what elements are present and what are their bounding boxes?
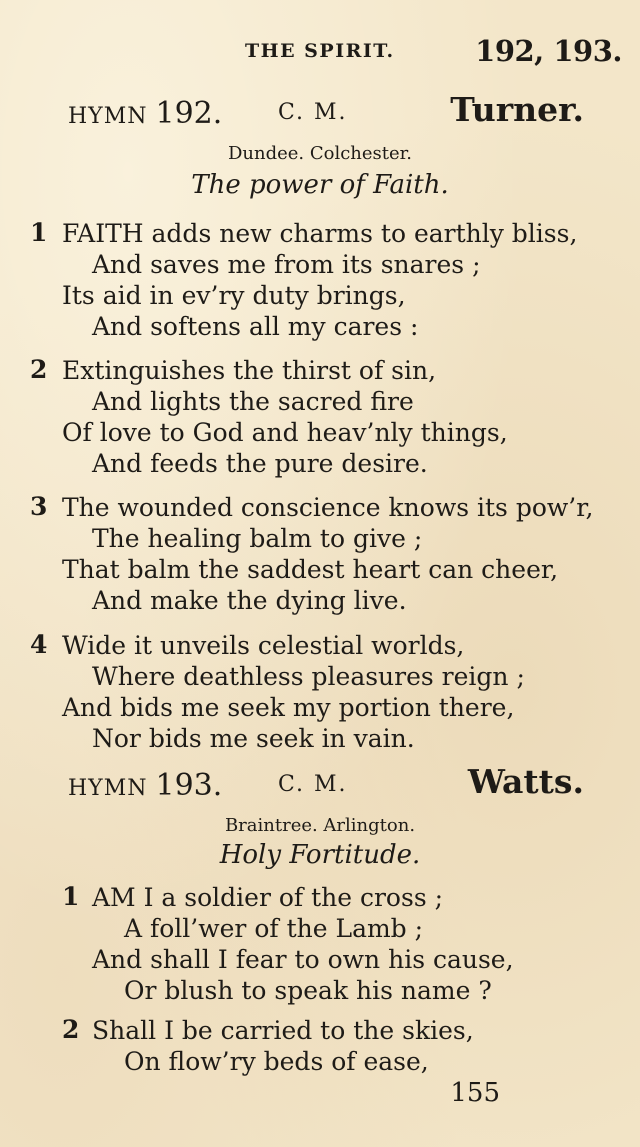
page-number: 155 bbox=[450, 1078, 500, 1108]
verse-line: Nor bids me seek in vain. bbox=[92, 724, 415, 753]
hymn-192-verse-4 bbox=[0, 630, 640, 754]
verse-line: And feeds the pure desire. bbox=[92, 449, 428, 478]
verse-line: Where deathless pleasures reign ; bbox=[92, 662, 525, 691]
running-head-hymn-numbers: 192, 193. bbox=[475, 34, 622, 68]
verse-line: Of love to God and heav’nly things, bbox=[62, 418, 508, 447]
verse-line: FAITH adds new charms to earthly bliss, bbox=[62, 219, 578, 248]
hymn-192-heading bbox=[0, 90, 640, 132]
verse-line: Shall I be carried to the skies, bbox=[92, 1016, 474, 1045]
running-head bbox=[0, 34, 640, 70]
hymn-label: HYMN 192. bbox=[68, 96, 223, 131]
verse-number: 2 bbox=[30, 355, 48, 384]
verse-line: And make the dying live. bbox=[92, 586, 407, 615]
hymn-number: 192. bbox=[155, 96, 223, 131]
hymn-192-verse-1 bbox=[0, 218, 640, 342]
hymn-label: HYMN 193. bbox=[68, 768, 223, 803]
verse-line: Wide it unveils celestial worlds, bbox=[62, 631, 465, 660]
verse-number: 4 bbox=[30, 630, 48, 659]
hymn-192-tunes: Dundee. Colchester. bbox=[227, 143, 413, 164]
hymn-author: Watts. bbox=[467, 762, 584, 801]
hymn-193-verse-1 bbox=[0, 882, 640, 1006]
verse-line: Extinguishes the thirst of sin, bbox=[62, 356, 437, 385]
verse-line: On flow’ry beds of ease, bbox=[124, 1047, 429, 1076]
verse-line: The healing balm to give ; bbox=[92, 524, 423, 553]
verse-line: And saves me from its snares ; bbox=[92, 250, 481, 279]
hymn-193-subject: Holy Fortitude. bbox=[219, 840, 421, 870]
hymn-193-verse-2 bbox=[0, 1015, 640, 1077]
hymn-193-heading bbox=[0, 762, 640, 804]
verse-number: 1 bbox=[30, 218, 48, 247]
running-head-title: THE SPIRIT. bbox=[245, 40, 395, 62]
verse-line: That balm the saddest heart can cheer, bbox=[62, 555, 559, 584]
verse-number: 3 bbox=[30, 492, 48, 521]
hymn-192-subject: The power of Faith. bbox=[191, 170, 449, 200]
hymn-number: 193. bbox=[155, 768, 223, 803]
verse-number: 2 bbox=[62, 1015, 80, 1044]
verse-line: Or blush to speak his name ? bbox=[124, 976, 492, 1005]
hymn-author: Turner. bbox=[450, 90, 584, 129]
hymn-192-verse-3 bbox=[0, 492, 640, 616]
verse-line: And softens all my cares : bbox=[92, 312, 419, 341]
verse-line: AM I a soldier of the cross ; bbox=[92, 883, 444, 912]
hymn-193-tunes: Braintree. Arlington. bbox=[224, 815, 416, 836]
verse-line: And lights the sacred fire bbox=[92, 387, 414, 416]
verse-number: 1 bbox=[62, 882, 80, 911]
verse-line: The wounded conscience knows its pow’r, bbox=[62, 493, 594, 522]
hymn-meter: C. M. bbox=[278, 772, 348, 797]
verse-line: And shall I fear to own his cause, bbox=[92, 945, 514, 974]
hymn-192-verse-2 bbox=[0, 355, 640, 479]
verse-line: A foll’wer of the Lamb ; bbox=[124, 914, 424, 943]
hymn-meter: C. M. bbox=[278, 100, 348, 125]
verse-line: Its aid in ev’ry duty brings, bbox=[62, 281, 406, 310]
verse-line: And bids me seek my portion there, bbox=[62, 693, 515, 722]
